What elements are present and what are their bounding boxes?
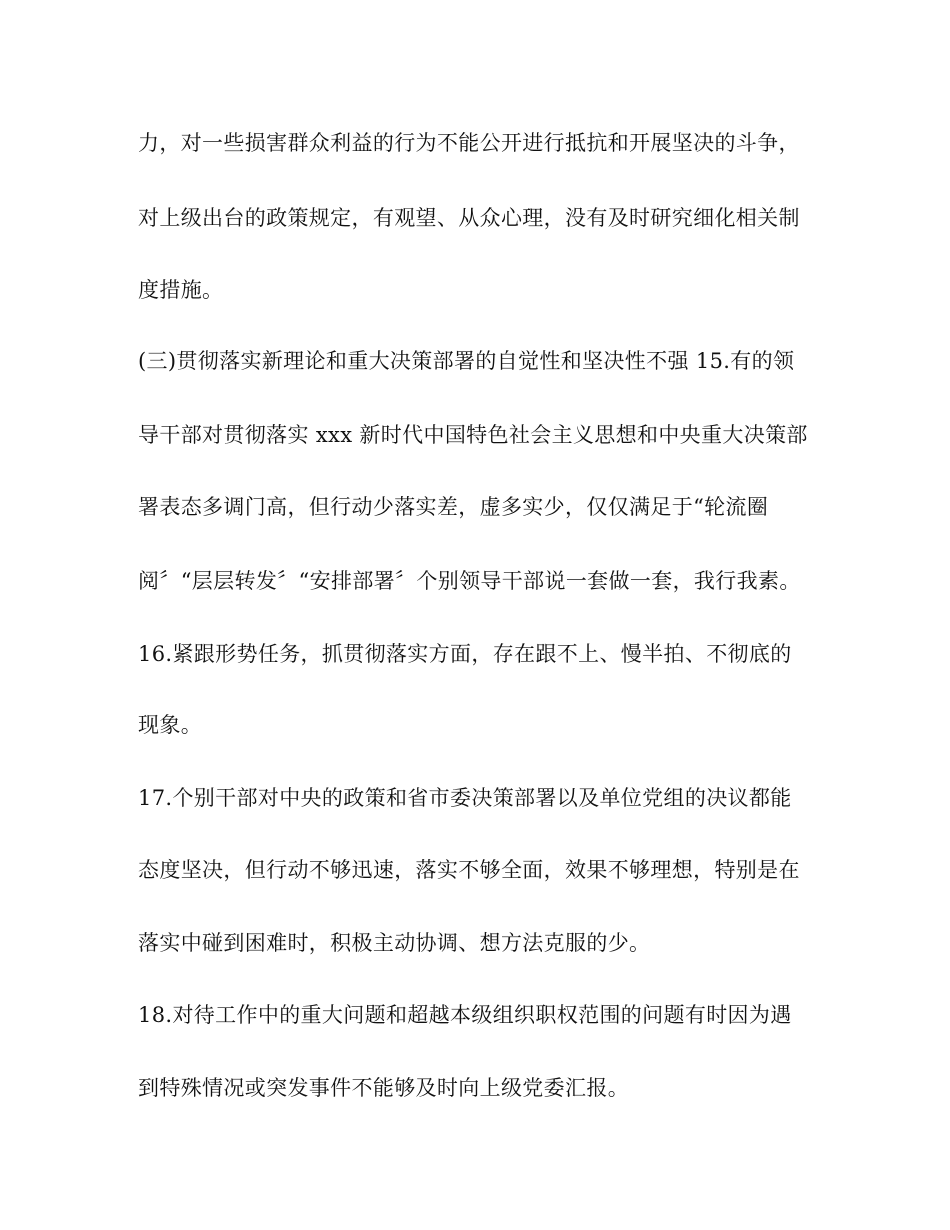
text-line: 到特殊情况或突发事件不能够及时向上级党委汇报。 — [138, 1076, 630, 1100]
text-line: 对上级出台的政策规定，有观望、从众心理，没有及时研究细化相关制 — [138, 206, 800, 230]
text-line: 导干部对贯彻落实 xxx 新时代中国特色社会主义思想和中央重大决策部 — [138, 423, 808, 447]
text-line: 阅〞“层层转发〞“安排部署〞个别领导干部说一套做一套，我行我素。 — [138, 569, 801, 593]
text-line: 度措施。 — [138, 278, 224, 302]
text-line: 署表态多调门高，但行动少落实差，虚多实少，仅仅满足于“轮流圈 — [138, 495, 769, 519]
text-line: 现象。 — [138, 713, 203, 737]
text-line: 落实中碰到困难时，积极主动协调、想方法克服的少。 — [138, 931, 651, 955]
list-item-16: 16.紧跟形势任务，抓贯彻落实方面，存在跟不上、慢半拍、不彻底的 — [138, 642, 792, 666]
text-line: 态度坚决，但行动不够迅速，落实不够全面，效果不够理想，特别是在 — [138, 858, 800, 882]
list-item-17: 17.个别干部对中央的政策和省市委决策部署以及单位党组的决议都能 — [138, 786, 792, 810]
section-heading-line: (三)贯彻落实新理论和重大决策部署的自觉性和坚决性不强 15.有的领 — [138, 349, 795, 373]
list-item-18: 18.对待工作中的重大问题和超越本级组织职权范围的问题有时因为遇 — [138, 1003, 792, 1027]
text-line: 力，对一些损害群众利益的行为不能公开进行抵抗和开展坚决的斗争， — [138, 131, 800, 155]
